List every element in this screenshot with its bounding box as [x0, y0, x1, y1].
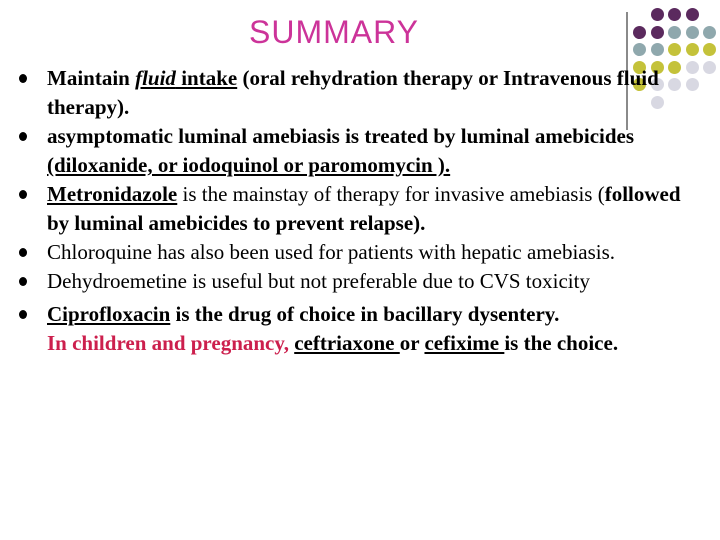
slide-title: SUMMARY [249, 14, 419, 50]
decorative-dot [703, 43, 716, 56]
bullet-icon [19, 190, 27, 199]
decorative-dot [703, 26, 716, 39]
bullet-icon [19, 74, 27, 83]
decorative-dot [651, 8, 664, 21]
decorative-dot [668, 43, 681, 56]
bullet-text: Metronidazole is the mainstay of therapy for invasive amebiasis (followed by luminal amebicides to prevent relapse). [47, 182, 681, 235]
bullet-item-ciprofloxacin [0, 300, 700, 358]
bullet-icon [19, 277, 27, 286]
decorative-dot [686, 26, 699, 39]
bullet-icon [19, 248, 27, 257]
decorative-dot [633, 43, 646, 56]
decorative-dot [668, 26, 681, 39]
bullet-item-fluid-intake [0, 64, 700, 122]
decorative-dot [668, 8, 681, 21]
bullet-item-dehydroemetine [0, 267, 700, 296]
decorative-dot [651, 26, 664, 39]
bullet-item-chloroquine [0, 238, 700, 267]
decorative-dot [686, 8, 699, 21]
decorative-dot [703, 61, 716, 74]
decorative-dot [633, 26, 646, 39]
bullet-item-metronidazole [0, 180, 700, 238]
bullet-item-luminal-amebiasis [0, 122, 700, 180]
summary-bullet-list [0, 64, 700, 358]
bullet-text: Chloroquine has also been used for patients with hepatic amebiasis. [47, 240, 616, 264]
bullet-text: Ciprofloxacin is the drug of choice in bacillary dysentery. In children and pregnancy, ceftriaxone or cefixime is the choice. [47, 302, 619, 355]
bullet-text: Dehydroemetine is useful but not preferable due to CVS toxicity [47, 269, 590, 293]
bullet-text: asymptomatic luminal amebiasis is treated by luminal amebicides (diloxanide, or iodoquinol or paromomycin ). [47, 124, 635, 177]
decorative-dot [651, 43, 664, 56]
bullet-icon [19, 310, 27, 319]
decorative-dot [686, 43, 699, 56]
bullet-text: Maintain fluid intake (oral rehydration therapy or Intravenous fluid therapy). [47, 66, 659, 119]
bullet-icon [19, 132, 27, 141]
